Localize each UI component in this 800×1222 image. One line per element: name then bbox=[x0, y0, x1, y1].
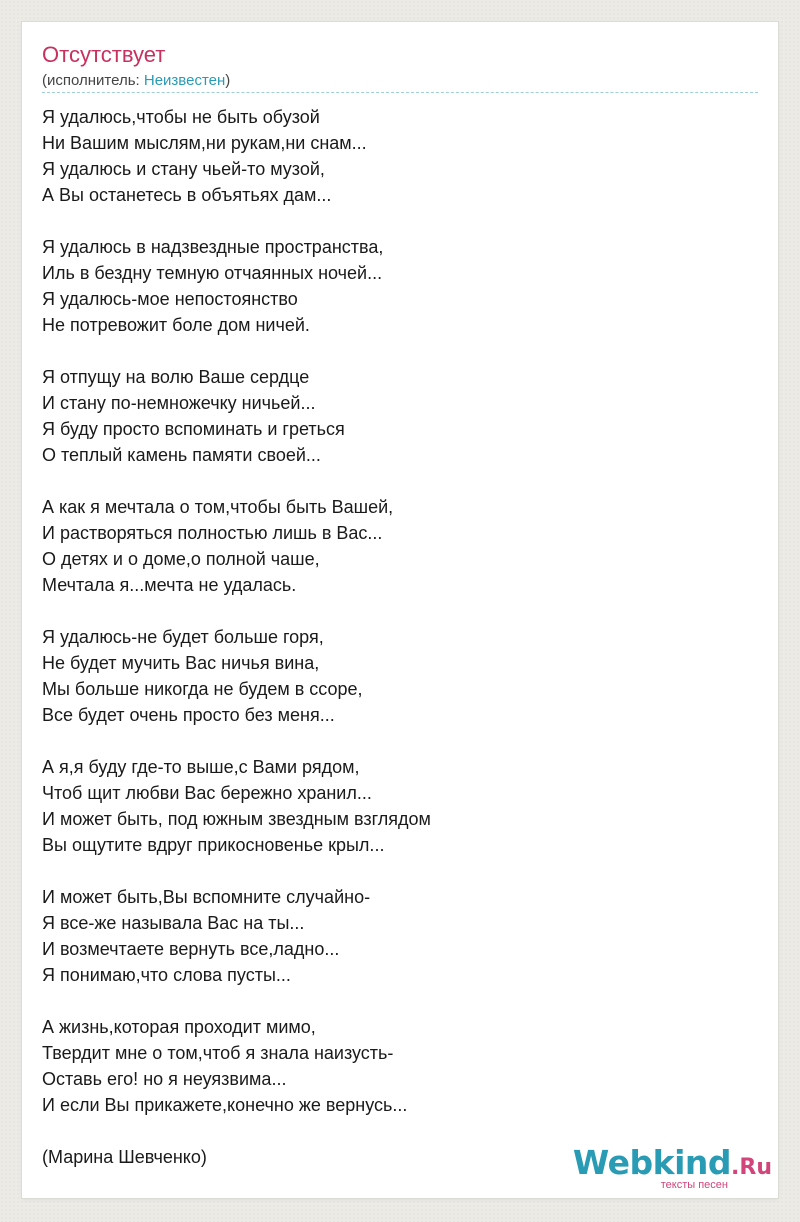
stanza bbox=[42, 104, 758, 208]
lyric-line: Я удалюсь и стану чьей-то музой, bbox=[42, 159, 325, 179]
lyric-line: Я буду просто вспоминать и греться bbox=[42, 419, 345, 439]
artist-suffix: ) bbox=[225, 72, 231, 89]
lyric-line: Я отпущу на волю Ваше сердце bbox=[42, 367, 310, 387]
logo-tagline: тексты песен bbox=[660, 1179, 728, 1191]
lyric-line: И растворяться полностью лишь в Вас... bbox=[42, 523, 383, 543]
lyric-line: Я удалюсь в надзвездные пространства, bbox=[42, 237, 384, 257]
lyric-line: И может быть, под южным звездным взглядом bbox=[42, 809, 431, 829]
song-title: Отсутствует bbox=[42, 42, 166, 67]
lyric-line: И возмечтаете вернуть все,ладно... bbox=[42, 939, 340, 959]
logo-wordmark bbox=[572, 1143, 772, 1182]
lyric-line: Мы больше никогда не будем в ссоре, bbox=[42, 679, 363, 699]
lyric-line: О теплый камень памяти своей... bbox=[42, 445, 321, 465]
logo-name: Webkind bbox=[572, 1143, 732, 1182]
stanza bbox=[42, 624, 758, 728]
lyric-line: А как я мечтала о том,чтобы быть Вашей, bbox=[42, 497, 394, 517]
artist-line bbox=[42, 73, 230, 88]
lyric-line: Я удалюсь,чтобы не быть обузой bbox=[42, 107, 320, 127]
lyric-line: Я удалюсь-мое непостоянство bbox=[42, 289, 298, 309]
lyric-line: Не потревожит боле дом ничей. bbox=[42, 315, 310, 335]
lyric-line: Не будет мучить Вас ничья вина, bbox=[42, 653, 320, 673]
lyric-line: Мечтала я...мечта не удалась. bbox=[42, 575, 297, 595]
lyric-line: Твердит мне о том,чтоб я знала наизусть- bbox=[42, 1043, 394, 1063]
lyric-line: О детях и о доме,о полной чаше, bbox=[42, 549, 320, 569]
site-logo[interactable] bbox=[572, 1143, 772, 1196]
artist-prefix: (исполнитель: bbox=[42, 72, 144, 89]
logo-tld: .Ru bbox=[731, 1155, 772, 1180]
artist-link[interactable]: Неизвестен bbox=[143, 72, 226, 89]
stanza bbox=[42, 884, 758, 988]
stanza bbox=[42, 234, 758, 338]
lyric-line: Вы ощутите вдруг прикосновенье крыл... bbox=[42, 835, 385, 855]
lyrics-card bbox=[22, 22, 778, 1198]
stanza bbox=[42, 494, 758, 598]
stanza bbox=[42, 754, 758, 858]
lyrics-author: (Марина Шевченко) bbox=[42, 1147, 207, 1167]
lyric-line: А жизнь,которая проходит мимо, bbox=[42, 1017, 316, 1037]
lyric-line: И стану по-немножечку ничьей... bbox=[42, 393, 316, 413]
lyric-line: Я понимаю,что слова пусты... bbox=[42, 965, 291, 985]
stanza bbox=[42, 364, 758, 468]
lyric-line: Я все-же называла Вас на ты... bbox=[42, 913, 305, 933]
lyric-line: Все будет очень просто без меня... bbox=[42, 705, 335, 725]
stanza bbox=[42, 1014, 758, 1118]
lyric-line: Чтоб щит любви Вас бережно хранил... bbox=[42, 783, 372, 803]
lyric-line: Оставь его! но я неуязвима... bbox=[42, 1069, 287, 1089]
lyric-line: А я,я буду где-то выше,с Вами рядом, bbox=[42, 757, 360, 777]
lyric-line: Я удалюсь-не будет больше горя, bbox=[42, 627, 324, 647]
lyric-line: И может быть,Вы вспомните случайно- bbox=[42, 887, 371, 907]
lyric-line: И если Вы прикажете,конечно же вернусь... bbox=[42, 1095, 408, 1115]
lyric-line: А Вы останетесь в объятьях дам... bbox=[42, 185, 332, 205]
lyric-line: Ни Вашим мыслям,ни рукам,ни снам... bbox=[42, 133, 367, 153]
lyrics-body bbox=[42, 104, 758, 1170]
lyric-line: Иль в бездну темную отчаянных ночей... bbox=[42, 263, 383, 283]
title-divider bbox=[42, 92, 758, 93]
